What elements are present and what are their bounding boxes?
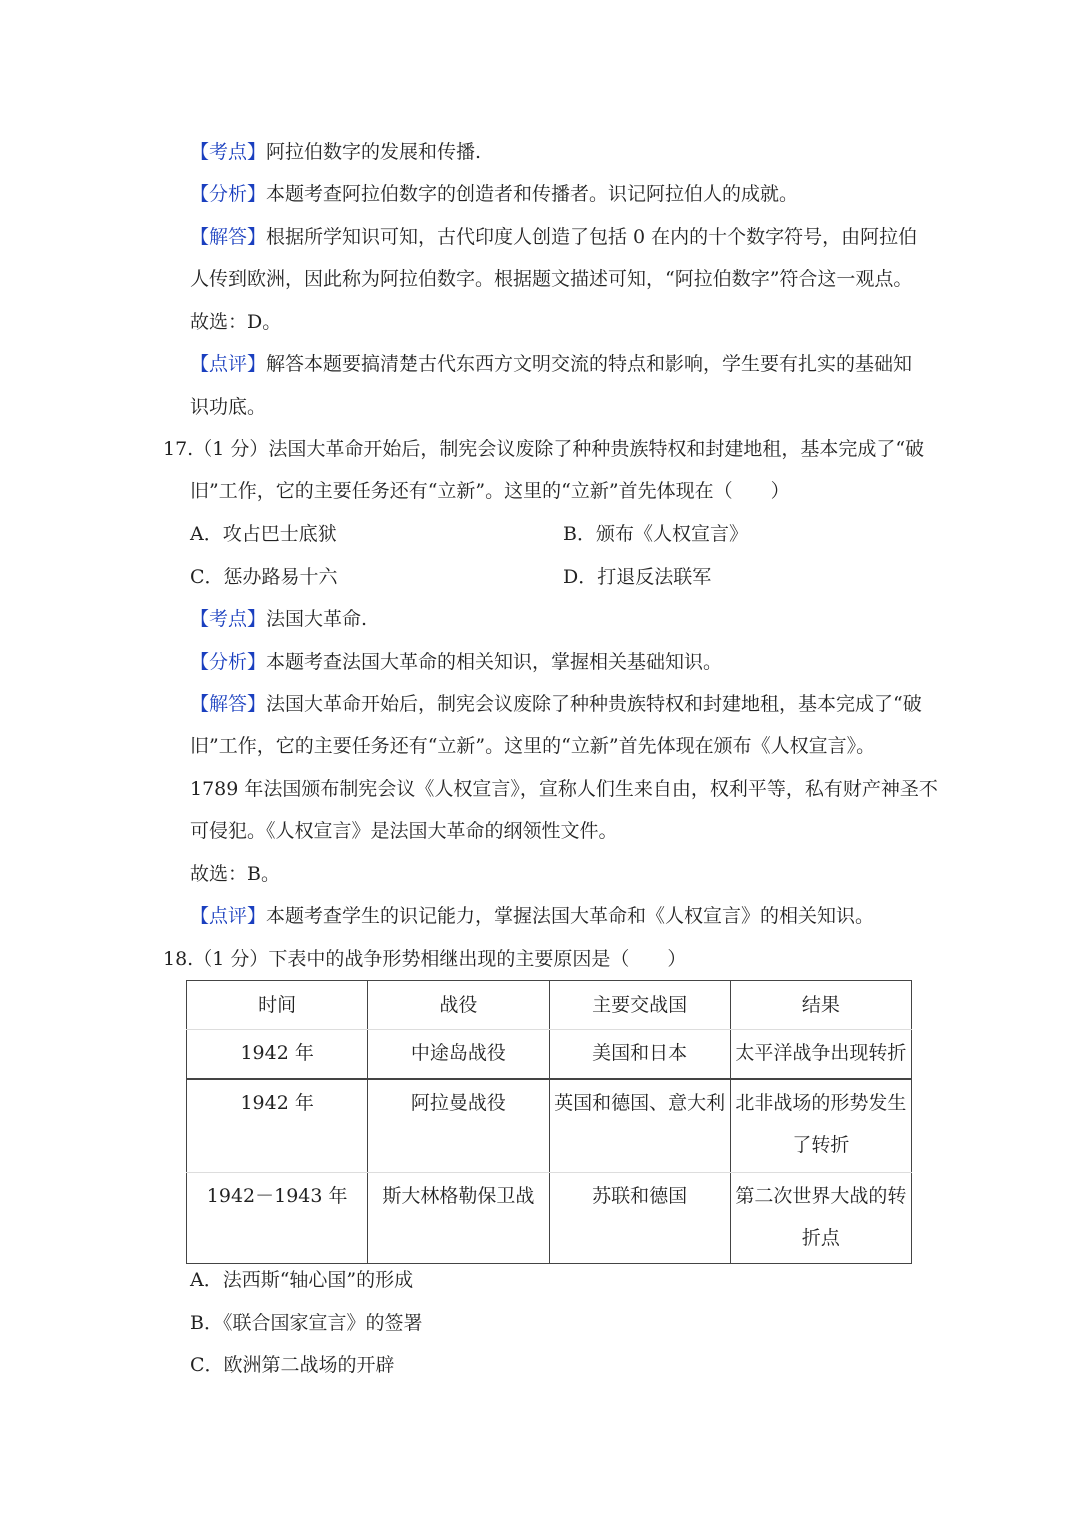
battle-table	[186, 980, 912, 1264]
table-cell	[730, 1173, 911, 1264]
table-row	[187, 1030, 912, 1080]
cell-line: 第二次世界大战的转	[735, 1185, 907, 1207]
table-header: 主要交战国	[549, 981, 730, 1030]
dianping-tag: 【点评】	[190, 905, 267, 927]
q16-fenxi	[190, 181, 798, 207]
q18-option-b: B．《联合国家宣言》的签署	[190, 1312, 423, 1334]
q17-kaodian	[190, 606, 367, 632]
kaodian-text: 阿拉伯数字的发展和传播.	[266, 141, 482, 163]
table-header: 战役	[368, 981, 549, 1030]
q16-kaodian	[190, 139, 481, 165]
table-cell: 阿拉曼战役	[368, 1079, 549, 1173]
table-cell: 太平洋战争出现转折	[730, 1030, 911, 1080]
table-cell	[730, 1079, 911, 1173]
q17-jieda	[190, 691, 922, 717]
table-cell: 斯大林格勒保卫战	[368, 1173, 549, 1264]
cell-line: 北非战场的形势发生	[735, 1092, 907, 1114]
table-cell: 苏联和德国	[549, 1173, 730, 1264]
table-row	[187, 1173, 912, 1264]
jieda-text: 根据所学知识可知，古代印度人创造了包括 0 在内的十个数字符号，由阿拉伯	[266, 226, 918, 248]
q17-option-c: C．惩办路易十六	[190, 566, 338, 588]
cell-line: 折点	[801, 1227, 840, 1249]
table-row	[187, 1079, 912, 1173]
table-cell: 美国和日本	[549, 1030, 730, 1080]
kaodian-tag: 【考点】	[190, 141, 267, 163]
q18-option-c: C．欧洲第二战场的开辟	[190, 1354, 395, 1376]
q18-option-a: A．法西斯“轴心国”的形成	[190, 1269, 414, 1291]
q16-jieda	[190, 224, 917, 250]
q17-jieda-line2: 旧”工作，它的主要任务还有“立新”。这里的“立新”首先体现在颁布《人权宣言》。	[190, 735, 876, 757]
jieda-tag: 【解答】	[190, 226, 267, 248]
q16-answer: 故选：D。	[190, 311, 282, 333]
dianping-text: 本题考查学生的识记能力，掌握法国大革命和《人权宣言》的相关知识。	[266, 905, 875, 927]
q17-stem-line2: 旧”工作，它的主要任务还有“立新”。这里的“立新”首先体现在（ ）	[190, 480, 790, 502]
q17-option-a: A．攻占巴士底狱	[190, 523, 337, 545]
table-header-row	[187, 981, 912, 1030]
q16-dianping-line2: 识功底。	[190, 396, 267, 418]
jieda-text: 法国大革命开始后，制宪会议废除了种种贵族特权和封建地租，基本完成了“破	[266, 693, 922, 715]
fenxi-text: 本题考查法国大革命的相关知识，掌握相关基础知识。	[266, 651, 723, 673]
q17-fenxi	[190, 649, 722, 675]
cell-line: 了转折	[792, 1134, 850, 1156]
table-cell: 1942－1943 年	[187, 1173, 368, 1264]
q17-jieda-line3: 1789 年法国颁布制宪会议《人权宣言》，宣称人们生来自由，权利平等，私有财产神圣不	[190, 778, 938, 800]
jieda-tag: 【解答】	[190, 693, 267, 715]
table-cell: 中途岛战役	[368, 1030, 549, 1080]
q16-dianping	[190, 351, 912, 377]
q17-jieda-line4: 可侵犯。《人权宣言》是法国大革命的纲领性文件。	[190, 820, 618, 842]
q17-stem: 17.（1 分）法国大革命开始后，制宪会议废除了种种贵族特权和封建地租，基本完成了“破	[163, 438, 925, 460]
fenxi-tag: 【分析】	[190, 651, 267, 673]
table-cell: 英国和德国、意大利	[549, 1079, 730, 1173]
kaodian-tag: 【考点】	[190, 608, 267, 630]
dianping-tag: 【点评】	[190, 353, 267, 375]
q17-option-d: D．打退反法联军	[563, 566, 712, 588]
fenxi-text: 本题考查阿拉伯数字的创造者和传播者。识记阿拉伯人的成就。	[266, 183, 799, 205]
dianping-text: 解答本题要搞清楚古代东西方文明交流的特点和影响，学生要有扎实的基础知	[266, 353, 913, 375]
q17-option-b: B．颁布《人权宣言》	[563, 523, 748, 545]
q18-stem: 18.（1 分）下表中的战争形势相继出现的主要原因是（ ）	[163, 948, 687, 970]
q17-dianping	[190, 903, 874, 929]
q17-answer: 故选：B。	[190, 863, 280, 885]
table-header: 时间	[187, 981, 368, 1030]
kaodian-text: 法国大革命.	[266, 608, 368, 630]
fenxi-tag: 【分析】	[190, 183, 267, 205]
table-cell: 1942 年	[187, 1079, 368, 1173]
table-cell: 1942 年	[187, 1030, 368, 1080]
q16-jieda-line2: 人传到欧洲，因此称为阿拉伯数字。根据题文描述可知，“阿拉伯数字”符合这一观点。	[190, 268, 913, 290]
table-header: 结果	[730, 981, 911, 1030]
